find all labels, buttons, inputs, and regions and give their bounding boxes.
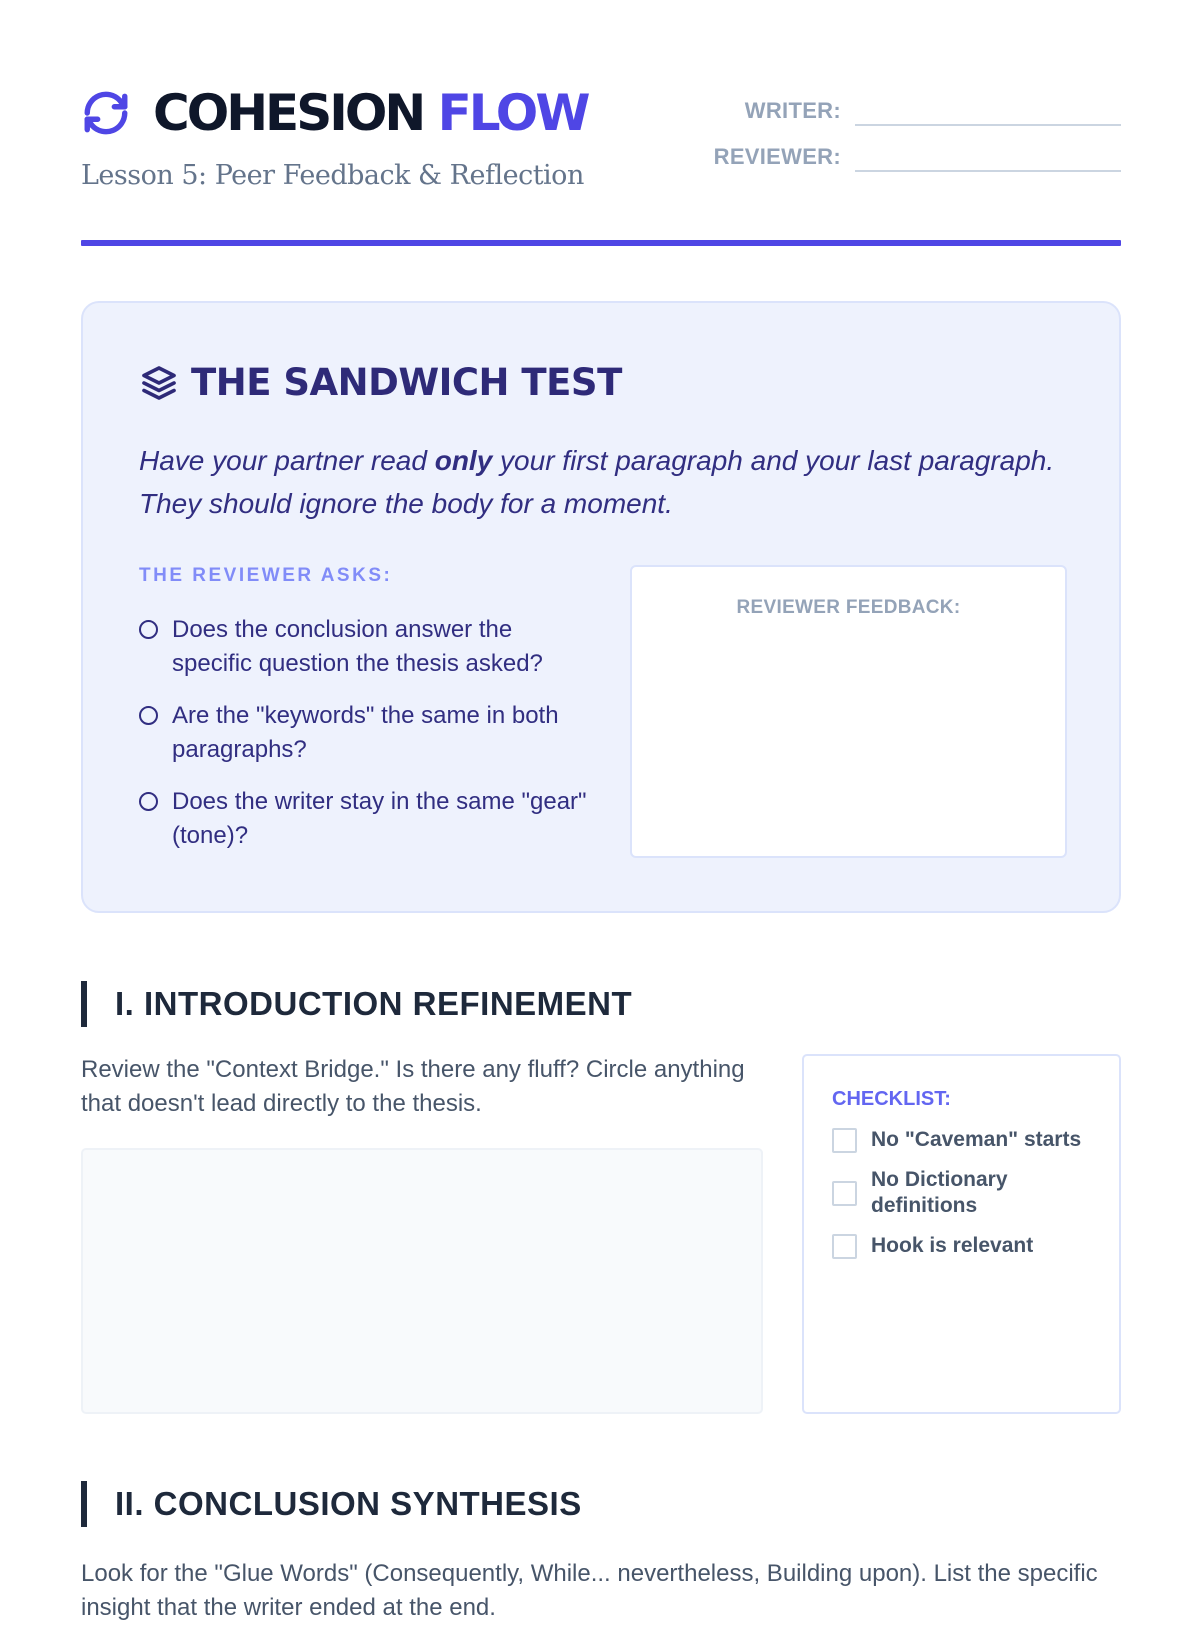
sandwich-title-row: [139, 361, 622, 404]
ask-text: Are the "keywords" the same in both paragraphs?: [172, 702, 559, 763]
asks-label: THE REVIEWER ASKS:: [139, 565, 393, 586]
header: [81, 80, 1121, 200]
brand-title-accent: FLOW: [437, 84, 588, 142]
layers-icon: [139, 363, 179, 403]
checklist-label: CHECKLIST:: [832, 1088, 951, 1110]
sandwich-instructions: [139, 439, 1069, 525]
writer-field[interactable]: [855, 96, 1121, 126]
instr-post: your first paragraph and your last paragraph. They should ignore the body for a moment.: [139, 445, 1055, 519]
section-bar: [81, 1481, 87, 1527]
checkbox[interactable]: [832, 1181, 857, 1206]
header-divider: [81, 240, 1121, 246]
conclusion-heading: [81, 1481, 582, 1527]
instr-pre: Have your partner read: [139, 445, 435, 476]
section-bar: [81, 981, 87, 1027]
checklist-item: [832, 1167, 1091, 1219]
checklist-text: Hook is relevant: [871, 1234, 1034, 1257]
ask-text: Does the writer stay in the same "gear" (tone)?: [172, 788, 587, 849]
sandwich-test-card: [81, 301, 1121, 913]
checklist-text: No Dictionary definitions: [871, 1168, 1008, 1217]
reviewer-feedback-box[interactable]: [630, 565, 1067, 858]
writer-row: [701, 80, 1121, 126]
section-title: II. CONCLUSION SYNTHESIS: [115, 1485, 582, 1522]
reviewer-field[interactable]: [855, 142, 1121, 172]
reviewer-row: [701, 126, 1121, 172]
checkbox[interactable]: [832, 1128, 857, 1153]
checklist-panel: [802, 1054, 1121, 1414]
ask-text: Does the conclusion answer the specific question the thesis asked?: [172, 616, 543, 677]
checklist-item: [832, 1127, 1091, 1153]
circle-icon[interactable]: [139, 620, 158, 639]
checklist-item: [832, 1233, 1091, 1259]
ask-item: [139, 613, 589, 681]
refresh-icon: [81, 88, 131, 138]
lesson-subtitle: Lesson 5: Peer Feedback & Reflection: [81, 160, 584, 191]
section-title: I. INTRODUCTION REFINEMENT: [115, 985, 633, 1022]
instr-bold: only: [434, 445, 493, 476]
checklist-text: No "Caveman" starts: [871, 1128, 1082, 1151]
brand-title: [153, 84, 588, 142]
writer-label: WRITER:: [744, 98, 841, 123]
introduction-writing-box[interactable]: [81, 1148, 763, 1414]
brand: [81, 84, 588, 142]
brand-title-main: COHESION: [153, 84, 438, 142]
name-fields: [701, 80, 1121, 172]
circle-icon[interactable]: [139, 706, 158, 725]
checkbox[interactable]: [832, 1234, 857, 1259]
feedback-label: REVIEWER FEEDBACK:: [736, 597, 961, 618]
ask-item: [139, 785, 589, 853]
sandwich-title: THE SANDWICH TEST: [191, 361, 622, 404]
circle-icon[interactable]: [139, 792, 158, 811]
conclusion-instructions: Look for the "Glue Words" (Consequently, While... nevertheless, Building upon). List the specific insight that the writer ended at the end.: [81, 1560, 1098, 1621]
ask-item: [139, 699, 589, 767]
reviewer-asks: [139, 565, 589, 871]
introduction-heading: [81, 981, 632, 1027]
introduction-instructions: Review the "Context Bridge." Is there any fluff? Circle anything that doesn't lead directly to the thesis.: [81, 1056, 745, 1117]
reviewer-label: REVIEWER:: [713, 144, 841, 169]
